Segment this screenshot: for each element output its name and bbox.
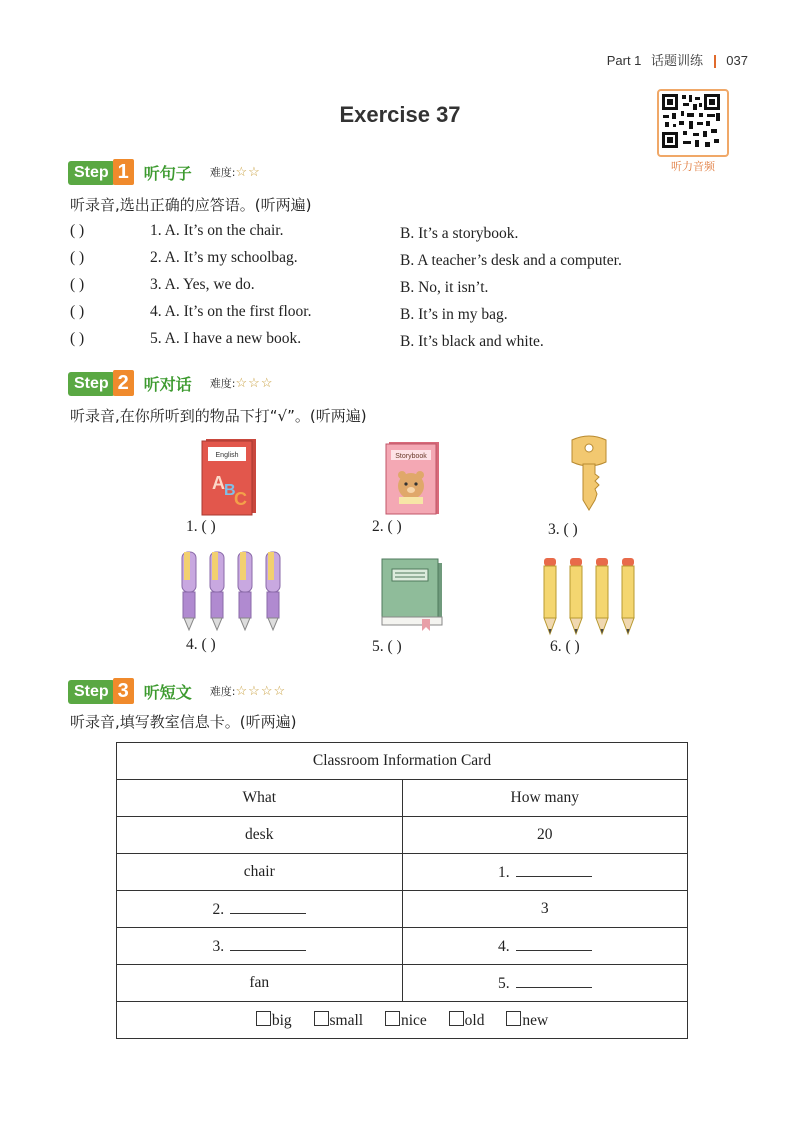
step1-stars: ☆☆: [235, 164, 261, 179]
step3-stars: ☆☆☆☆: [235, 683, 287, 698]
checkbox-icon[interactable]: [506, 1011, 521, 1026]
storybook-icon: [385, 440, 441, 521]
step2-number: 2: [113, 370, 134, 396]
item-3-label[interactable]: 3. ( ): [548, 521, 578, 538]
header-page-number: 037: [726, 53, 748, 68]
answer-blank[interactable]: ( ): [70, 330, 85, 347]
header-section: 话题训练: [651, 54, 704, 69]
item-2-label[interactable]: 2. ( ): [372, 518, 402, 535]
item-1-label[interactable]: 1. ( ): [186, 518, 216, 535]
step2-difficulty-label: 难度:: [209, 377, 236, 390]
step1-badge: [68, 159, 134, 185]
header-part: Part 1: [606, 53, 642, 68]
question-row-2: [70, 249, 622, 276]
notebook-icon: [378, 557, 448, 638]
answer-line[interactable]: [516, 973, 592, 988]
option-a: 3. A. Yes, we do.: [150, 276, 255, 293]
blank-number: 5.: [497, 975, 510, 992]
blank-number: 3.: [212, 938, 225, 955]
cell-what-blank[interactable]: [117, 928, 403, 965]
cell-how-many-blank[interactable]: [402, 965, 688, 1002]
checkbox-icon[interactable]: [256, 1011, 271, 1026]
table-row: [117, 928, 688, 965]
blank-number: 4.: [497, 938, 510, 955]
checkbox-icon[interactable]: [449, 1011, 464, 1026]
step1-number: 1: [113, 159, 134, 185]
step3-header: [68, 677, 286, 705]
answer-blank[interactable]: ( ): [70, 249, 85, 266]
item-5-label[interactable]: 5. ( ): [372, 638, 402, 655]
question-row-1: [70, 222, 622, 249]
card-title: Classroom Information Card: [117, 743, 688, 780]
blank-number: 1.: [497, 864, 510, 881]
option-a: 1. A. It’s on the chair.: [150, 222, 284, 239]
checkbox-icon[interactable]: [314, 1011, 329, 1026]
step2-instruction: 听录音,在你所听到的物品下打“√”。(听两遍): [70, 407, 367, 425]
step1-title: 听句子: [143, 163, 192, 183]
table-row: [117, 854, 688, 891]
adjective-options: [117, 1002, 688, 1039]
page-header: [607, 50, 748, 69]
option-b: B. It’s black and white.: [400, 333, 544, 350]
answer-line[interactable]: [516, 936, 592, 951]
step3-title: 听短文: [143, 682, 192, 702]
option-checkbox-old[interactable]: [449, 1012, 485, 1029]
english-book-icon: [200, 437, 260, 522]
option-label: new: [522, 1011, 549, 1029]
step1-word: Step: [68, 161, 115, 185]
option-checkbox-small[interactable]: [314, 1012, 364, 1029]
option-label: nice: [400, 1011, 427, 1029]
step3-difficulty-label: 难度:: [209, 685, 236, 698]
answer-blank[interactable]: ( ): [70, 303, 85, 320]
table-row: [117, 891, 688, 928]
option-b: B. A teacher’s desk and a computer.: [400, 252, 622, 269]
question-row-5: [70, 330, 622, 357]
pencils-icon: [542, 556, 642, 641]
question-row-3: [70, 276, 622, 303]
checkbox-icon[interactable]: [385, 1011, 400, 1026]
step1-header: [68, 158, 261, 186]
option-checkbox-nice[interactable]: [385, 1012, 427, 1029]
step1-instruction: 听录音,选出正确的应答语。(听两遍): [70, 196, 312, 214]
option-checkbox-big[interactable]: [256, 1012, 292, 1029]
cell-what: fan: [117, 965, 403, 1002]
table-row: [117, 965, 688, 1002]
answer-blank[interactable]: ( ): [70, 276, 85, 293]
cell-how-many-blank[interactable]: [402, 928, 688, 965]
option-label: big: [271, 1011, 292, 1029]
option-a: 4. A. It’s on the first floor.: [150, 303, 312, 320]
step2-word: Step: [68, 372, 115, 396]
option-label: small: [329, 1011, 364, 1029]
column-header-how-many: How many: [402, 780, 688, 817]
svg-text:A: A: [212, 473, 225, 493]
option-b: B. No, it isn’t.: [400, 279, 489, 296]
step3-instruction: 听录音,填写教室信息卡。(听两遍): [70, 713, 297, 731]
key-icon: [566, 434, 612, 519]
step1-difficulty-label: 难度:: [209, 166, 236, 179]
item-6-label[interactable]: 6. ( ): [550, 638, 580, 655]
step1-question-list: [70, 222, 622, 357]
cell-what-blank[interactable]: [117, 891, 403, 928]
option-label: old: [464, 1011, 485, 1029]
svg-text:B: B: [224, 482, 236, 499]
step3-number: 3: [113, 678, 134, 704]
column-header-what: What: [117, 780, 403, 817]
option-b: B. It’s a storybook.: [400, 225, 519, 242]
step3-badge: [68, 678, 134, 704]
blank-number: 2.: [212, 901, 225, 918]
pens-icon: [178, 550, 282, 637]
qr-code-icon[interactable]: [657, 89, 729, 157]
answer-line[interactable]: [516, 862, 592, 877]
item-4-label[interactable]: 4. ( ): [186, 636, 216, 653]
svg-text:C: C: [234, 489, 247, 509]
header-divider: [714, 55, 716, 68]
step2-header: [68, 369, 274, 397]
cell-how-many-blank[interactable]: [402, 854, 688, 891]
storybook-text: Storybook: [395, 453, 427, 460]
option-a: 5. A. I have a new book.: [150, 330, 302, 347]
cell-how-many: 3: [402, 891, 688, 928]
step2-stars: ☆☆☆: [235, 375, 274, 390]
option-checkbox-new[interactable]: [506, 1012, 548, 1029]
english-book-text: English: [215, 452, 239, 459]
cell-how-many: 20: [402, 817, 688, 854]
step3-word: Step: [68, 680, 115, 704]
page-title: Exercise 37: [339, 102, 461, 127]
answer-line[interactable]: [230, 936, 306, 951]
option-a: 2. A. It’s my schoolbag.: [150, 249, 298, 266]
answer-blank[interactable]: ( ): [70, 222, 85, 239]
table-row: [117, 817, 688, 854]
answer-line[interactable]: [230, 899, 306, 914]
step2-title: 听对话: [143, 374, 192, 394]
classroom-info-card: [116, 742, 688, 1039]
option-b: B. It’s in my bag.: [400, 306, 508, 323]
question-row-4: [70, 303, 622, 330]
step2-badge: [68, 370, 134, 396]
qr-label: 听力音频: [671, 160, 715, 173]
cell-what: chair: [117, 854, 403, 891]
cell-what: desk: [117, 817, 403, 854]
